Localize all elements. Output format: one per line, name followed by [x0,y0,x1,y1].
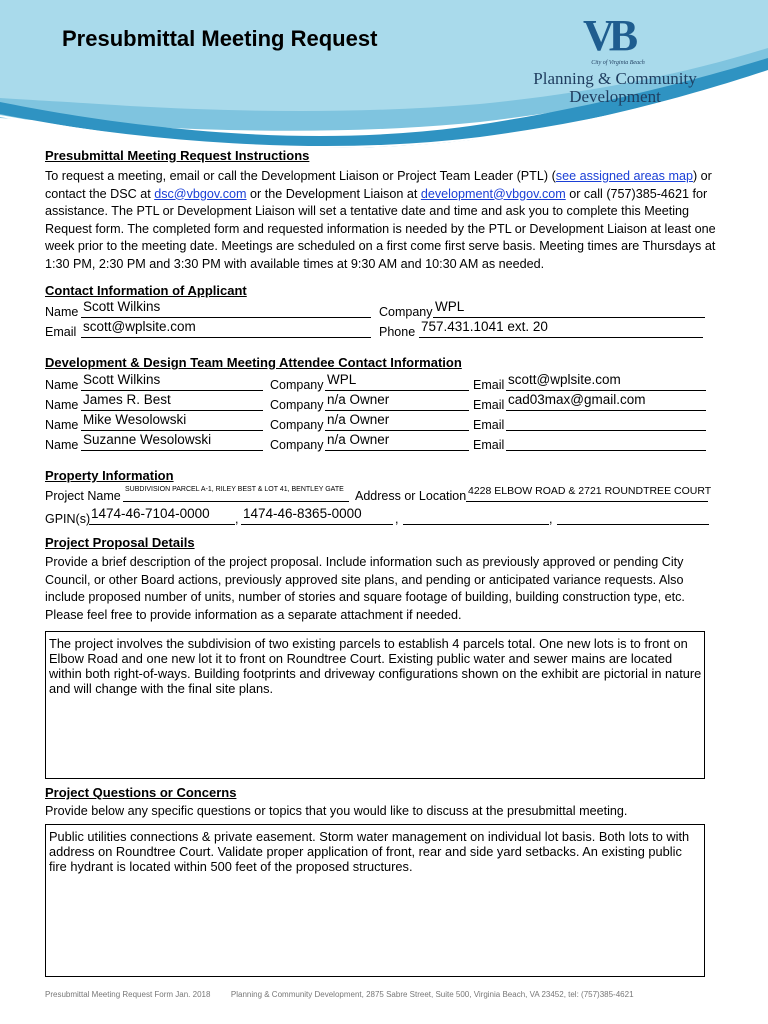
team-email-label: Email [473,418,505,432]
team-name-label: Name [45,438,79,452]
gpin-separator-2: , [395,512,399,526]
team-email-field-4[interactable] [506,432,706,451]
address-field[interactable]: 4228 ELBOW ROAD & 2721 ROUNDTREE COURT [466,483,708,502]
instructions-heading: Presubmittal Meeting Request Instructions [45,148,310,163]
team-row-3 [45,412,715,432]
footer-address: Planning & Community Development, 2875 Sabre Street, Suite 500, Virginia Beach, VA 23452, tel: (757)385-4621 [230,990,634,999]
page-title: Presubmittal Meeting Request [62,26,378,51]
team-company-label: Company [270,378,324,392]
team-name-field-2[interactable]: James R. Best [81,392,263,411]
team-name-label: Name [45,398,79,412]
team-row-4 [45,432,715,452]
team-email-label: Email [473,438,505,452]
city-logo-mark: VB [583,11,633,60]
team-email-field-1[interactable]: scott@wplsite.com [506,372,706,391]
team-company-field-1[interactable]: WPL [325,372,469,391]
team-name-label: Name [45,378,79,392]
gpin-separator-1: , [235,512,239,526]
property-heading: Property Information [45,468,174,483]
dsc-email-link[interactable]: dsc@vbgov.com [154,186,247,201]
project-name-label: Project Name [45,489,121,503]
applicant-company-label: Company [379,305,433,319]
applicant-name-label: Name [45,305,79,319]
development-email-link[interactable]: development@vbgov.com [420,186,566,201]
questions-text-box[interactable]: Public utilities connections & private easement. Storm water management on individual lot basis. Both lots to with address on Roundtree Court. Validate proper application of front, rear and side yard setbacks. An existing public fire hydrant is located within 500 feet of the proposed structures. [45,824,705,977]
gpin-field-1[interactable]: 1474-46-7104-0000 [89,506,235,525]
gpin-field-4[interactable] [557,506,709,525]
applicant-company-field[interactable]: WPL [433,299,705,318]
applicant-phone-field[interactable]: 757.431.1041 ext. 20 [419,319,703,338]
proposal-text-box[interactable]: The project involves the subdivision of two existing parcels to establish 4 parcels total. One new lots is to front on Elbow Road and one new lot it to front on Roundtree Court. Existing public water and sewer mains are located within both right-of-ways. Building footprints and driveway configurations shown on the exhibit are pictorial in nature and will change with the final site plans. [45,631,705,779]
gpin-field-3[interactable] [403,506,549,525]
address-label: Address or Location [355,489,467,503]
team-company-field-3[interactable]: n/a Owner [325,412,469,431]
gpin-label: GPIN(s) [45,512,91,526]
team-heading: Development & Design Team Meeting Attendee Contact Information [45,355,462,370]
applicant-row-1 [45,299,715,319]
gpin-row [45,506,715,526]
applicant-phone-label: Phone [379,325,416,339]
proposal-heading: Project Proposal Details [45,535,195,550]
applicant-name-field[interactable]: Scott Wilkins [81,299,371,318]
applicant-email-field[interactable]: scott@wplsite.com [81,319,371,338]
proposal-instructions: Provide a brief description of the project proposal. Include information such as previously approved or pending City Council, or other Board actions, previously approved site plans, and pending or anticipated variance requests. Also include proposed number of units, number of stories and square footage of building, building construction type, etc. Please feel free to provide information as a separate attachment if needed. [45,555,685,622]
questions-heading: Project Questions or Concerns [45,785,237,800]
property-row-1 [45,483,715,503]
team-email-field-2[interactable]: cad03max@gmail.com [506,392,706,411]
team-name-field-1[interactable]: Scott Wilkins [81,372,263,391]
team-email-field-3[interactable] [506,412,706,431]
footer [45,990,634,999]
team-company-label: Company [270,398,324,412]
assigned-areas-map-link[interactable]: see assigned areas map [555,169,693,183]
city-logo-caption: City of Virginia Beach [591,60,645,66]
applicant-heading: Contact Information of Applicant [45,283,247,298]
team-company-field-4[interactable]: n/a Owner [325,432,469,451]
team-row-2 [45,392,715,412]
team-email-label: Email [473,398,505,412]
instructions-paragraph: To request a meeting, email or call the Development Liaison or Project Team Leader (PTL) (see assigned areas map) or contact the DSC at dsc@vbgov.com or the Development Liaison at development@vbgov.com or call (757)385-4621 for assistance. The PTL or Development Liaison will set a tentative date and time and ask you to complete this Meeting Request form. The completed form and requested information is needed by the PTL or Development Liaison at least one week prior to the meeting date. Meetings are scheduled on a first come first serve basis. Meeting times are Thursdays at 1:30 PM, 2:30 PM and 3:30 PM with available times at 9:30 AM and 10:30 AM as needed. [45,169,716,271]
footer-form-id: Presubmittal Meeting Request Form Jan. 2018 [45,990,211,999]
applicant-row-2 [45,319,715,339]
team-company-field-2[interactable]: n/a Owner [325,392,469,411]
team-name-field-4[interactable]: Suzanne Wesolowski [81,432,263,451]
team-name-label: Name [45,418,79,432]
team-email-label: Email [473,378,505,392]
team-row-1 [45,372,715,392]
questions-instructions: Provide below any specific questions or topics that you would like to discuss at the presubmittal meeting. [45,804,628,818]
team-name-field-3[interactable]: Mike Wesolowski [81,412,263,431]
gpin-separator-3: , [549,512,553,526]
project-name-field[interactable]: SUBDIVISION PARCEL A-1, RILEY BEST & LOT 41, BENTLEY GATE [123,483,349,502]
department-name: Planning & Community Development [533,69,697,106]
applicant-email-label: Email [45,325,77,339]
team-company-label: Company [270,418,324,432]
team-company-label: Company [270,438,324,452]
gpin-field-2[interactable]: 1474-46-8365-0000 [241,506,393,525]
